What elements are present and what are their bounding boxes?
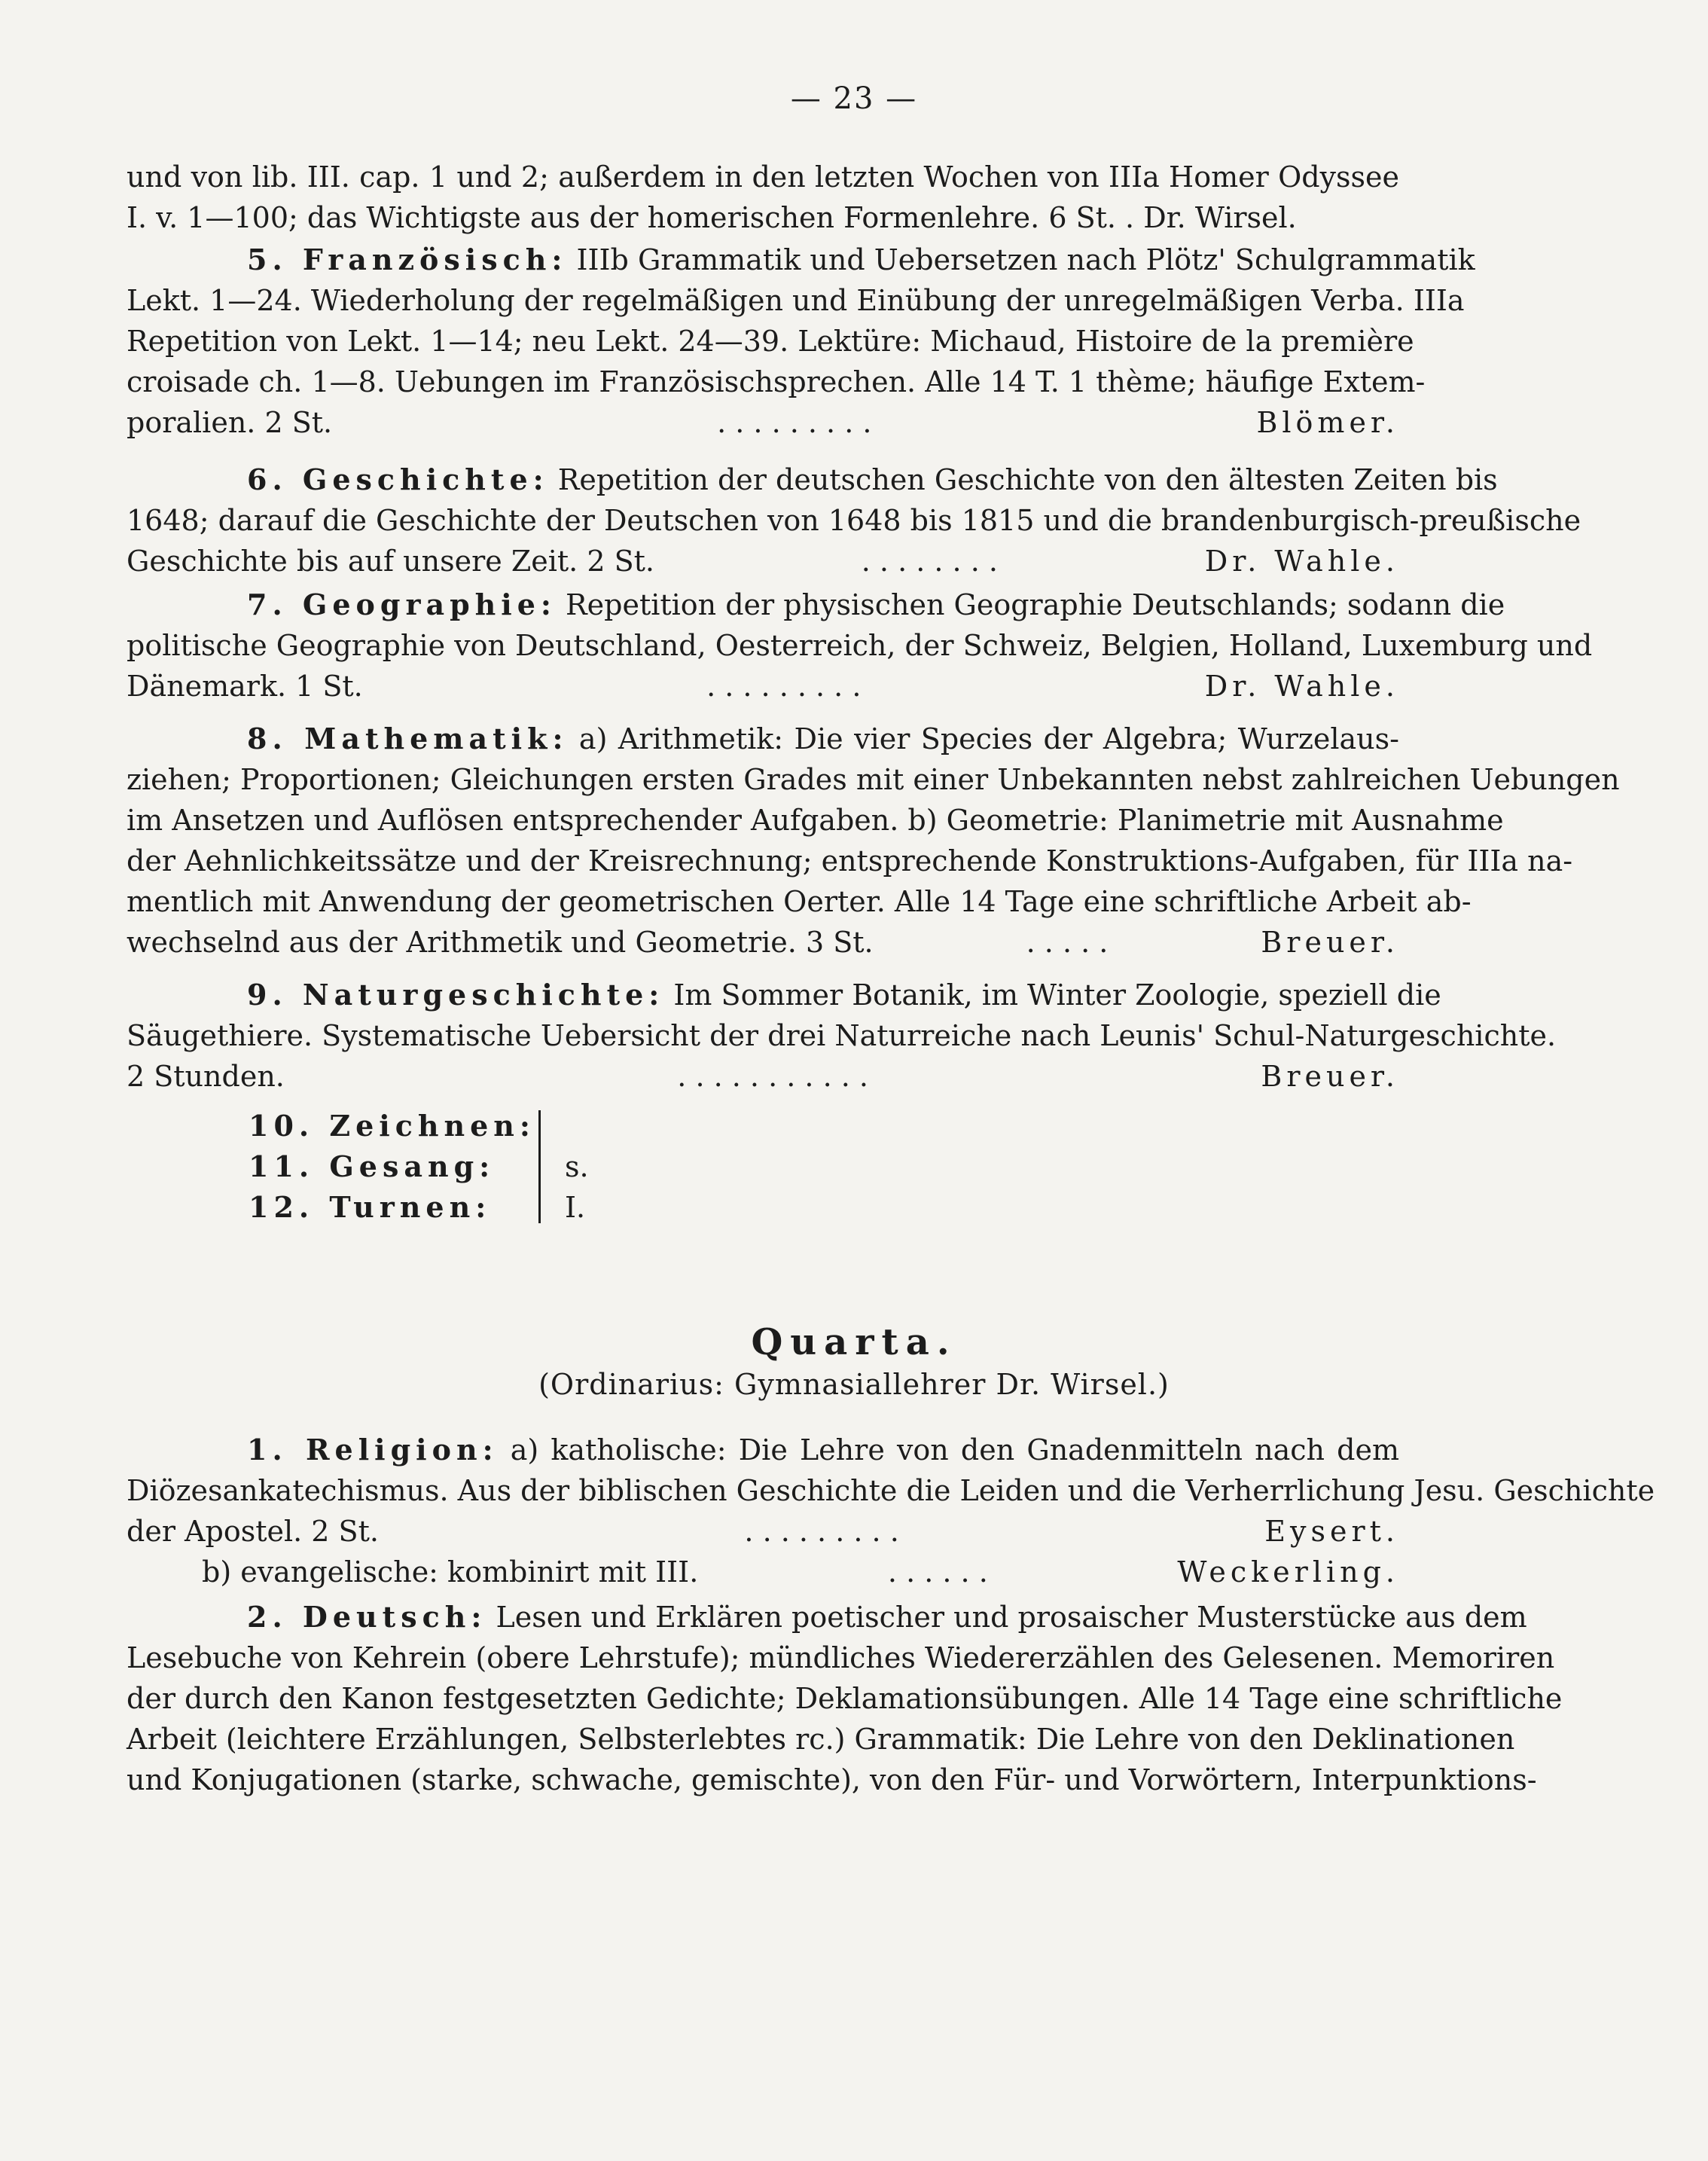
text-line: im Ansetzen und Auflösen entsprechender Aufgaben. b) Geometrie: Planimetrie mit Ausnahme bbox=[127, 804, 1504, 837]
text-line: croisade ch. 1—8. Uebungen im Französischsprechen. Alle 14 T. 1 thème; häufige Extem- bbox=[127, 365, 1426, 398]
text-line: Lekt. 1—24. Wiederholung der regelmäßigen und Einübung der unregelmäßigen Verba. IIIa bbox=[127, 284, 1465, 317]
dot-leader: . . . . . . . . . bbox=[717, 406, 872, 439]
text-line: der durch den Kanon festgesetzten Gedichte; Deklamationsübungen. Alle 14 Tage eine schriftliche bbox=[127, 1682, 1563, 1715]
text-line: wechselnd aus der Arithmetik und Geometrie. 3 St. bbox=[127, 926, 874, 959]
section-continuation bbox=[127, 157, 1399, 238]
item-deutsch bbox=[127, 1597, 1563, 1800]
teacher-name: Blömer. bbox=[1256, 406, 1399, 439]
item-label: 2. Deutsch: bbox=[247, 1600, 487, 1634]
text-line: IIIb Grammatik und Uebersetzen nach Plötz' Schulgrammatik bbox=[576, 243, 1475, 276]
text-line: Repetition der deutschen Geschichte von den ältesten Zeiten bis bbox=[557, 463, 1498, 496]
text-line: Geschichte bis auf unsere Zeit. 2 St. bbox=[127, 545, 654, 578]
dot-leader: . . . . . . . . . bbox=[706, 670, 862, 703]
text-line: 2 Stunden. bbox=[127, 1060, 285, 1093]
teacher-name: Dr. Wahle. bbox=[1204, 670, 1399, 703]
text-line: und von lib. III. cap. 1 und 2; außerdem in den letzten Wochen von IIIa Homer Odyssee bbox=[127, 160, 1399, 194]
item-label: 5. Französisch: bbox=[247, 243, 568, 276]
text-line: der Apostel. 2 St. bbox=[127, 1515, 379, 1548]
item-franzoesisch bbox=[127, 240, 1475, 443]
text-line: Im Sommer Botanik, im Winter Zoologie, speziell die bbox=[673, 978, 1441, 1012]
teacher-name: Weckerling. bbox=[1177, 1555, 1399, 1589]
item-geschichte bbox=[127, 459, 1581, 581]
text-line: 1648; darauf die Geschichte der Deutschen von 1648 bis 1815 und die brandenburgisch-preußische bbox=[127, 504, 1581, 537]
text-line: Dänemark. 1 St. bbox=[127, 670, 363, 703]
item-mathematik bbox=[127, 719, 1620, 963]
text-line: politische Geographie von Deutschland, Oesterreich, der Schweiz, Belgien, Holland, Luxemburg und bbox=[127, 629, 1593, 662]
items-10-12-group bbox=[249, 1106, 589, 1228]
text-line: Arbeit (leichtere Erzählungen, Selbsterlebtes rc.) Grammatik: Die Lehre von den Deklinationen bbox=[127, 1723, 1515, 1756]
text-line: der Aehnlichkeitssätze und der Kreisrechnung; entsprechende Konstruktions-Aufgaben, für IIIa na- bbox=[127, 844, 1573, 878]
item-naturgeschichte bbox=[127, 975, 1557, 1097]
text-line: b) evangelische: kombinirt mit III. bbox=[202, 1555, 699, 1589]
item-label: 6. Geschichte: bbox=[247, 462, 549, 496]
text-line: und Konjugationen (starke, schwache, gemischte), von den Für- und Vorwörtern, Interpunktions- bbox=[127, 1763, 1537, 1796]
text-line: Lesen und Erklären poetischer und prosaischer Musterstücke aus dem bbox=[496, 1601, 1527, 1634]
dot-leader: . . . . . bbox=[1026, 926, 1109, 959]
teacher-name: Breuer. bbox=[1261, 926, 1399, 959]
dot-leader: . . . . . . bbox=[887, 1555, 988, 1589]
curly-brace bbox=[538, 1110, 551, 1223]
text-line: ziehen; Proportionen; Gleichungen ersten Grades mit einer Unbekannten nebst zahlreichen Uebungen bbox=[127, 763, 1620, 796]
text-line: Repetition von Lekt. 1—14; neu Lekt. 24—39. Lektüre: Michaud, Histoire de la première bbox=[127, 325, 1414, 358]
dot-leader: . . . . . . . . . . . bbox=[677, 1060, 868, 1093]
dot-leader: . . . . . . . . bbox=[861, 545, 998, 578]
section-title: Quarta. bbox=[751, 1321, 957, 1363]
item-label: 11. Gesang: bbox=[249, 1149, 496, 1183]
text-line: Diözesankatechismus. Aus der biblischen Geschichte die Leiden und die Verherrlichung Jesu. Geschichte bbox=[127, 1474, 1655, 1507]
item-label: 10. Zeichnen: bbox=[249, 1109, 535, 1143]
text-line: a) katholische: Die Lehre von den Gnadenmitteln nach dem bbox=[510, 1433, 1399, 1467]
item-label: 8. Mathematik: bbox=[247, 722, 569, 755]
page-number: — 23 — bbox=[790, 81, 918, 116]
item-label: 12. Turnen: bbox=[249, 1190, 492, 1224]
teacher-name: Breuer. bbox=[1261, 1060, 1399, 1093]
item-label: 9. Naturgeschichte: bbox=[247, 978, 665, 1012]
text-line: mentlich mit Anwendung der geometrischen Oerter. Alle 14 Tage eine schriftliche Arbeit ab- bbox=[127, 885, 1472, 918]
dot-leader: . . . . . . . . . bbox=[744, 1515, 899, 1548]
item-label: 7. Geographie: bbox=[247, 588, 557, 621]
text-line: I. v. 1—100; das Wichtigste aus der homerischen Formenlehre. 6 St. . Dr. Wirsel. bbox=[127, 201, 1297, 234]
text-line: Repetition der physischen Geographie Deutschlands; sodann die bbox=[566, 588, 1505, 621]
teacher-name: Eysert. bbox=[1264, 1515, 1399, 1548]
text-line: Lesebuche von Kehrein (obere Lehrstufe); mündliches Wiedererzählen des Gelesenen. Memoriren bbox=[127, 1641, 1555, 1674]
cross-reference: s. I. bbox=[565, 1150, 589, 1224]
text-line: a) Arithmetik: Die vier Species der Algebra; Wurzelaus- bbox=[578, 722, 1399, 755]
item-label: 1. Religion: bbox=[247, 1433, 499, 1467]
item-geographie bbox=[127, 585, 1593, 707]
item-religion bbox=[127, 1430, 1655, 1592]
text-line: poralien. 2 St. bbox=[127, 406, 333, 439]
teacher-name: Dr. Wahle. bbox=[1204, 545, 1399, 578]
section-subtitle: (Ordinarius: Gymnasiallehrer Dr. Wirsel.) bbox=[538, 1368, 1170, 1401]
text-line: Säugethiere. Systematische Uebersicht der drei Naturreiche nach Leunis' Schul-Naturgeschichte. bbox=[127, 1019, 1557, 1052]
